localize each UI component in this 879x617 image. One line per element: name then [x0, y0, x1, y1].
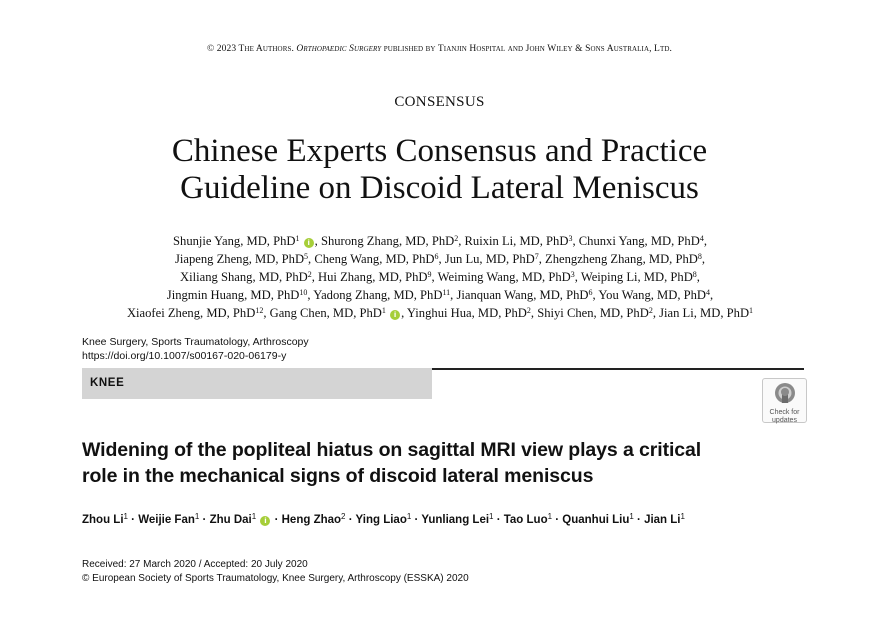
article-title-line-1: Widening of the popliteal hiatus on sagittal MRI view plays a critical — [82, 439, 702, 461]
article-title — [82, 437, 782, 489]
author-line — [40, 232, 840, 250]
author-separator: · — [127, 514, 139, 526]
author-affiliation: 2 — [454, 234, 459, 243]
author-separator: , — [438, 252, 445, 266]
copyright-notice — [0, 44, 879, 54]
orcid-icon[interactable]: i — [260, 516, 270, 526]
author-name: Cheng Wang, MD, PhD — [314, 252, 435, 266]
author-affiliation: 1 — [251, 512, 257, 521]
author-separator: , — [696, 270, 700, 284]
check-for-updates-badge[interactable] — [762, 378, 807, 423]
author-affiliation: 6 — [588, 288, 593, 297]
author-affiliation: 4 — [699, 234, 704, 243]
section-bar-label: KNEE — [90, 377, 125, 389]
author-name[interactable]: Ying Liao — [355, 514, 407, 526]
author-affiliation: 1 — [381, 306, 386, 315]
author-affiliation: 1 — [406, 512, 412, 521]
author-affiliation: 8 — [692, 270, 697, 279]
author-name: You Wang, MD, PhD — [598, 288, 707, 302]
orcid-icon[interactable]: i — [390, 310, 400, 320]
author-affiliation: 1 — [547, 512, 553, 521]
author-affiliation: 6 — [434, 252, 439, 261]
author-name[interactable]: Tao Luo — [503, 514, 548, 526]
author-name: Gang Chen, MD, PhD — [269, 306, 382, 320]
author-affiliation: 1 — [680, 512, 685, 521]
author-separator: · — [199, 514, 210, 526]
check-updates-line-2: updates — [772, 416, 797, 424]
author-affiliation: 1 — [194, 512, 200, 521]
author-name[interactable]: Zhu Dai — [209, 514, 252, 526]
author-name: Shurong Zhang, MD, PhD — [320, 234, 455, 248]
author-separator: · — [345, 514, 356, 526]
author-name: Jianquan Wang, MD, PhD — [456, 288, 589, 302]
author-separator: , — [703, 234, 707, 248]
author-name: Jun Lu, MD, PhD — [444, 252, 535, 266]
author-name: Jingmin Huang, MD, PhD — [166, 288, 300, 302]
author-name[interactable]: Yunliang Lei — [421, 514, 490, 526]
doi-link[interactable]: https://doi.org/10.1007/s00167-020-06179-y — [82, 350, 287, 362]
article-author-list — [82, 514, 685, 526]
author-line — [40, 268, 840, 286]
journal-name: Knee Surgery, Sports Traumatology, Arthroscopy — [82, 336, 309, 348]
author-separator: , — [574, 270, 581, 284]
author-name: Shiyi Chen, MD, PhD — [537, 306, 649, 320]
article-title-line-2: role in the mechanical signs of discoid lateral meniscus — [82, 465, 594, 487]
author-separator: , — [652, 306, 660, 320]
author-separator: · — [633, 514, 645, 526]
author-affiliation: 2 — [648, 306, 653, 315]
received-accepted: Received: 27 March 2020 / Accepted: 20 July 2020 — [82, 559, 308, 570]
author-name[interactable]: Quanhui Liu — [562, 514, 630, 526]
author-affiliation: 11 — [442, 288, 451, 297]
author-name: Jiapeng Zheng, MD, PhD — [174, 252, 305, 266]
author-affiliation: 5 — [304, 252, 309, 261]
author-name: Shunjie Yang, MD, PhD — [173, 234, 296, 248]
section-bar-background — [82, 368, 432, 399]
author-affiliation: 1 — [295, 234, 300, 243]
author-separator: , — [431, 270, 438, 284]
author-name[interactable]: Weijie Fan — [138, 514, 195, 526]
article-copyright: © European Society of Sports Traumatology, Knee Surgery, Arthroscopy (ESSKA) 2020 — [82, 573, 469, 584]
journal-info — [82, 335, 309, 363]
author-name: Weiming Wang, MD, PhD — [437, 270, 571, 284]
author-separator: , — [308, 252, 315, 266]
article-dates — [82, 558, 469, 586]
author-separator: , — [538, 252, 546, 266]
section-rule — [432, 368, 804, 370]
author-separator: , — [307, 288, 314, 302]
author-affiliation: 10 — [299, 288, 308, 297]
author-line — [40, 250, 840, 268]
orcid-icon[interactable]: i — [304, 238, 314, 248]
author-separator: , — [311, 270, 319, 284]
author-affiliation: 12 — [255, 306, 264, 315]
author-separator: , — [450, 288, 457, 302]
copyright-prefix: © 2023 The Authors. — [207, 44, 297, 54]
copyright-journal: Orthopaedic Surgery — [296, 44, 382, 54]
author-name: Yinghui Hua, MD, PhD — [406, 306, 527, 320]
author-affiliation: 3 — [568, 234, 573, 243]
author-affiliation: 8 — [697, 252, 702, 261]
author-affiliation: 3 — [570, 270, 575, 279]
crossmark-icon — [774, 382, 796, 404]
author-affiliation: 1 — [489, 512, 494, 521]
author-line — [40, 286, 840, 304]
author-affiliation: 1 — [629, 512, 634, 521]
author-name[interactable]: Heng Zhao — [281, 514, 342, 526]
author-name: Jian Li, MD, PhD — [659, 306, 750, 320]
author-name: Xiaofei Zheng, MD, PhD — [126, 306, 256, 320]
author-separator: , — [263, 306, 270, 320]
author-name: Yadong Zhang, MD, PhD — [313, 288, 443, 302]
author-separator: · — [271, 514, 282, 526]
author-name: Weiping Li, MD, PhD — [580, 270, 693, 284]
check-updates-line-1: Check for — [769, 409, 800, 416]
consensus-title-line-2: Guideline on Discoid Lateral Meniscus — [180, 170, 699, 206]
author-affiliation: 7 — [534, 252, 539, 261]
author-separator: , — [401, 306, 407, 320]
author-affiliation: 1 — [123, 512, 128, 521]
author-affiliation: 1 — [749, 306, 754, 315]
author-affiliation: 2 — [341, 512, 346, 521]
author-separator: · — [493, 514, 504, 526]
author-name: Hui Zhang, MD, PhD — [318, 270, 428, 284]
author-separator: , — [710, 288, 714, 302]
author-separator: , — [314, 234, 321, 248]
author-separator: , — [592, 288, 599, 302]
consensus-author-list — [40, 232, 840, 322]
author-separator: · — [552, 514, 563, 526]
author-separator: · — [411, 514, 422, 526]
consensus-title-line-1: Chinese Experts Consensus and Practice — [171, 133, 708, 169]
author-line — [40, 304, 840, 322]
section-bar — [82, 368, 804, 399]
author-name: Zhengzheng Zhang, MD, PhD — [545, 252, 698, 266]
author-name[interactable]: Jian Li — [644, 514, 681, 526]
copyright-suffix: published by Tianjin Hospital and John Wiley & Sons Australia, Ltd. — [381, 44, 672, 54]
author-name: Ruixin Li, MD, PhD — [464, 234, 569, 248]
section-label: CONSENSUS — [394, 94, 485, 110]
author-name[interactable]: Zhou Li — [82, 514, 124, 526]
author-separator: , — [530, 306, 538, 320]
consensus-title — [0, 133, 879, 207]
author-name: Xiliang Shang, MD, PhD — [180, 270, 308, 284]
author-affiliation: 2 — [307, 270, 312, 279]
author-affiliation: 2 — [526, 306, 531, 315]
author-name: Chunxi Yang, MD, PhD — [578, 234, 700, 248]
author-affiliation: 4 — [706, 288, 711, 297]
author-separator: , — [458, 234, 465, 248]
author-separator: , — [572, 234, 579, 248]
author-affiliation: 9 — [427, 270, 432, 279]
author-separator: , — [701, 252, 706, 266]
